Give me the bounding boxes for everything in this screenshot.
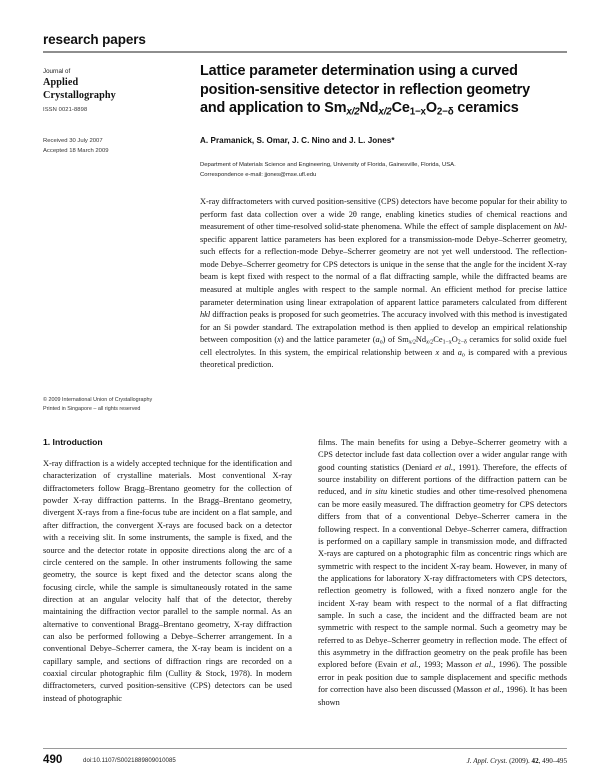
abstract-seg-1: X-ray diffractometers with curved position-sensitive (CPS) detectors have become popular for their ability to perform fast data collection over a wide 2θ range, enabling kinetics studies of chemical reactions and measurement of other time-resolved solid-state phenomena. While the effect of sample displacement on — [200, 197, 567, 232]
title-sub-1x: 1−x — [409, 106, 426, 118]
affiliation-block — [200, 160, 567, 181]
right-ital-insitu: in situ — [365, 487, 388, 497]
title-sub-x2-b: x/2 — [378, 106, 392, 118]
abstract-sub-x2-b: x/2 — [426, 339, 434, 346]
title-line-3-post: ceramics — [453, 100, 519, 116]
abstract-ital-x-2: x — [435, 347, 440, 357]
received-date: Received 30 July 2007 — [43, 138, 103, 145]
title-sub-2delta: 2−δ — [436, 106, 454, 118]
body-column-left — [43, 437, 292, 705]
journal-name-line2: Crystallography — [43, 89, 116, 101]
abstract-seg-10: and — [439, 347, 458, 357]
journal-meta-block — [43, 68, 183, 157]
right-ital-etal-2: et al. — [400, 660, 419, 670]
right-ital-etal-3: et al. — [475, 660, 494, 670]
title-line-2: position-sensitive detector in reflection geometry — [200, 81, 530, 98]
abstract-seg-6: Nd — [415, 335, 427, 345]
abstract-ital-hkl-2: hkl — [200, 310, 211, 320]
abstract-sub-o-1: o — [379, 339, 383, 346]
article-dates — [43, 137, 183, 156]
abstract-ital-hkl-1: hkl — [553, 222, 565, 232]
title-line-3-pre: and application to Sm — [200, 100, 347, 116]
citation-pages: , 490–495 — [538, 756, 567, 765]
right-seg-6: , 1996). It has been shown — [318, 685, 567, 707]
abstract-seg-11: is compared with a previous theoretical prediction. — [200, 347, 567, 370]
citation-year: (2009). — [507, 756, 532, 765]
abstract-seg-2: -specific apparent lattice parameters has been explored for a transmission-mode Debye–Scherrer geometry, such effects for a reflection-mode Debye–Scherrer geometry are not yet well understood. The reflection-mode Debye–Scherrer geometry for CPS detectors is unique in the sense that the angle for the incident X-ray beam is kept fixed with respect to the normal of a flat diffracting sample, while the diffracted beams are measured at multiple angles with respect to the sample normal. An efficient method for precise lattice parameter determination using linear extrapolation of apparent lattice parameters calculated from different — [200, 222, 567, 307]
title-mid-o: O — [425, 100, 437, 116]
right-seg-2: , 1991). Therefore, the effects of source instability on different portions of the diffraction pattern can be reduced, and — [318, 462, 567, 497]
copyright-line-1: © 2009 International Union of Crystallography — [43, 397, 153, 403]
right-ital-etal-4: et al. — [484, 685, 502, 695]
abstract-sub-1x: 1−x — [442, 339, 452, 346]
page-footer — [43, 748, 567, 769]
affiliation-line: Department of Materials Science and Engineering, University of Florida, Gainesville, Florida, USA. — [200, 161, 456, 168]
title-line-1: Lattice parameter determination using a curved — [200, 63, 518, 79]
right-seg-3: kinetic studies and other time-resolved phenomena can be more easily measured. The diffraction geometry for CPS detectors differs from that of a conventional Debye–Scherrer camera in the following respect. In a conventional Debye–Scherrer camera, diffraction is performed on a capillary sample in transmission mode, and diffracted X-rays are captured on a photographic film as concentric rings which are symmetric with respect to the incident X-ray beam. However, in many of the applications for laboratory X-ray diffractometers with CPS detectors, reflection geometry is followed, with a fixed nonzero angle for the incident X-ray beam with respect to the normal of a flat diffracting sample. In such a case, the incident and the diffracted beam are not symmetric with respect to the sample normal. Such a geometry may be referred to as Debye–Scherrer geometry in reflection mode. The effect of this asymmetry in the diffraction geometry on the peak profile has been explored before (Evain — [318, 487, 568, 670]
section-heading-introduction: 1. Introduction — [43, 437, 103, 447]
footer-rule — [43, 748, 567, 749]
journal-citation — [467, 757, 567, 765]
abstract-sub-x2-a: x/2 — [408, 339, 416, 346]
right-seg-1: films. The main benefits for using a Debye–Scherrer geometry with a CPS detector include fast data collection over a wider angular range with good counting statistics (Deniard — [318, 438, 567, 472]
abstract-ital-a-1: a — [375, 335, 380, 345]
article-head — [200, 62, 567, 372]
title-mid-nd: Nd — [359, 100, 379, 116]
copyright-block — [43, 396, 193, 414]
right-seg-5: , 1996). The possible error in peak position due to sample displacement and specific methods for correction have also been discussed (Masson — [318, 660, 567, 695]
abstract-sub-2delta: 2−δ — [457, 339, 467, 346]
abstract-seg-3: diffraction peaks is proposed for such geometries. The accuracy involved with this method is investigated for an Si powder standard. The extrapolation method is then applied to develop an empirical relationship between composition ( — [200, 310, 567, 345]
body-columns — [43, 437, 567, 737]
citation-journal-title: J. Appl. Cryst. — [466, 756, 508, 765]
abstract — [200, 196, 567, 372]
journal-of-label: Journal of — [43, 68, 71, 75]
journal-name-line1: Applied — [43, 77, 79, 89]
intro-paragraph-left: X-ray diffraction is a widely accepted technique for the identification and characterization of crystalline materials. Most conventional X-ray diffractometers follow Bragg–Brentano geometry for the collection of powder X-ray diffraction patterns. In the Bragg–Brentano geometry, divergent X-rays from a fine-focus tube are incident on a flat sample, and after diffraction, the convergent X-rays are focused back on a detector with a receiving slit. In some instruments, the sample is fixed, and the source and the detector rotate in opposite directions along the arc of a circle centered on the sample. In other instruments following the same geometry, the source is kept fixed and the detector scans along the focusing circle, while the sample is simultaneously rotated in the same direction at an angular velocity half that of the detector, thereby maintaining the diffraction vector parallel to the sample normal. As an alternative to conventional Bragg–Brentano geometry, X-ray diffraction can also be performed following a Debye–Scherrer arrangement. In a conventional Debye–Scherrer camera, the X-ray beam is incident on a capillary sample, and sections of diffraction rings are recorded on a coaxial circular photographic film (Cullity & Stock, 1978). In modern diffractometers, curved position-sensitive (CPS) detectors can be used instead of photographic — [43, 459, 292, 703]
author-list: A. Pramanick, S. Omar, J. C. Nino and J. L. Jones* — [200, 135, 395, 145]
abstract-seg-5: ) of Sm — [382, 335, 409, 345]
abstract-sub-o-2: o — [461, 352, 465, 359]
correspondence-email-line[interactable]: Correspondence e-mail: jjones@mse.ufl.edu — [200, 171, 317, 178]
journal-issn: ISSN 0021-8898 — [43, 107, 88, 114]
right-seg-4: , 1993; Masson — [418, 660, 476, 670]
copyright-line-2: Printed in Singapore – all rights reserved — [43, 406, 141, 413]
accepted-date: Accepted 18 March 2009 — [43, 147, 109, 154]
body-column-right — [318, 437, 567, 709]
abstract-seg-9: ceramics for solid oxide fuel cell electrolytes. In this system, the empirical relationship between — [200, 335, 567, 357]
abstract-seg-7: Ce — [433, 335, 443, 345]
title-sub-x2-a: x/2 — [346, 106, 360, 118]
doi-link[interactable]: doi:10.1107/S0021889809010085 — [83, 757, 176, 765]
abstract-seg-8: O — [451, 335, 458, 345]
header-rule — [43, 51, 567, 53]
abstract-seg-4: ) and the lattice parameter ( — [280, 335, 376, 345]
page-number: 490 — [43, 753, 63, 767]
abstract-ital-x-1: x — [277, 335, 281, 345]
abstract-ital-a-2: a — [457, 347, 462, 357]
footer-row — [43, 753, 567, 769]
right-ital-etal-1: et al. — [435, 462, 454, 472]
citation-volume: 42 — [531, 756, 539, 765]
article-title — [200, 62, 567, 118]
running-head — [43, 33, 567, 53]
intro-paragraph-right — [318, 437, 567, 709]
title-mid-ce: Ce — [391, 100, 410, 116]
running-head-label: research papers — [43, 32, 146, 47]
